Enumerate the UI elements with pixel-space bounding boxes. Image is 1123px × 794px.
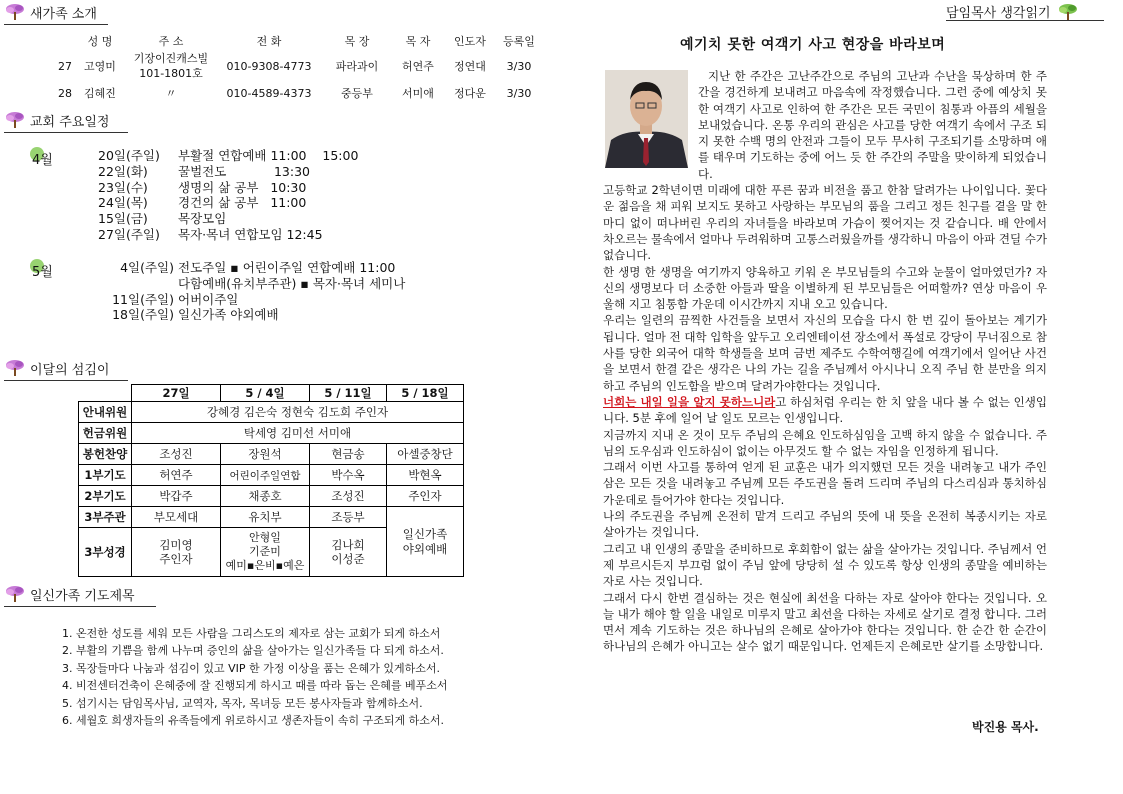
table-row: 2부기도 박갑주 채종호 조성진 주인자 <box>79 486 464 507</box>
header-underline <box>946 20 1104 21</box>
section-header-servants <box>4 358 109 378</box>
tree-icon <box>1057 3 1079 21</box>
section-title: 이달의 섬김이 <box>30 362 110 378</box>
table-row: 봉헌찬양 조성진 장원석 현금송 아셀중창단 <box>79 444 464 465</box>
list-item: 6. 세월호 희생자들의 유족들에게 위로하시고 생존자들이 속히 구조되게 하소서. <box>62 714 444 728</box>
paragraph: 지금까지 지내 온 것이 모두 주님의 은혜요 인도하심임을 고백 하지 않을 수 없습니다. 주님의 도우심과 인도하심이 없이는 아무것도 할 수 없는 자임을 인정하게 됩니다. <box>603 427 1047 458</box>
schedule-item: 11일(주일) 어버이주일 <box>112 291 239 307</box>
schedule-item: 27일(주일) 목자·목녀 연합모임 12:45 <box>98 226 323 242</box>
header-cell: 5 / 11일 <box>310 385 387 402</box>
header-cell: 인도자 <box>454 35 486 48</box>
april-schedule <box>98 148 358 243</box>
prayer-list <box>62 625 448 729</box>
header-cell: 27일 <box>132 385 221 402</box>
section-header-prayer <box>4 584 135 604</box>
pastor-photo <box>605 70 688 168</box>
paragraph: 한 생명 한 생명을 여기까지 양육하고 키워 온 부모님들의 수고와 눈물이 얼마였던가? 자신의 생명보다 더 소중한 아들과 딸을 이별하게 된 부모님들은 어떠할까? 연상 마음이 우울해 지고 침통함 가운데 이시간까지 지내 오고 있습니다. <box>603 264 1047 312</box>
section-title: 새가족 소개 <box>30 6 97 22</box>
signature: 박진용 목사. <box>972 720 1039 734</box>
list-item: 4. 비전센터건축이 은혜중에 잘 진행되게 하시고 때를 따라 돕는 은혜를 베푸소서 <box>62 679 448 693</box>
new-family-table <box>58 32 544 104</box>
table-row: 27 고영미 기장이진캐스빌 101-1801호 010-9308-4773 파라과이 허연주 정연대 3/30 <box>58 52 532 80</box>
table-row: 3부주관 부모세대 유치부 조등부 일신가족 야외예배 <box>79 507 464 528</box>
schedule-item: 20일(주일) 부활절 연합예배 11:00 15:00 <box>98 148 359 163</box>
highlighted-verse: 너희는 내일 일을 알지 못하느니라 <box>603 394 776 409</box>
header-cell: 목 장 <box>344 35 370 48</box>
header-cell: 5 / 18일 <box>387 385 464 402</box>
essay-title: 예기치 못한 여객기 사고 현장을 바라보며 <box>680 37 946 53</box>
schedule-item: 15일(금) 목장모임 <box>98 211 227 227</box>
servants-table <box>78 384 464 577</box>
table-row: 28 김혜진 〃 010-4589-4373 중등부 서미애 정다운 3/30 <box>58 86 532 100</box>
paragraph: 그래서 다시 한번 결심하는 것은 현실에 최선을 다하는 자로 살아야 한다는 것입니다. 오늘 내가 해야 할 일을 내일로 미루지 말고 최선을 다하는 자세로 살기로 결정 합니다. 그러면서 계속 기도하는 것은 하나님의 은혜로 살아가야 한다는 것입니다. 한 순간 한 순간이 하나님의 은혜가 아니고는 살수 없기 때문입니다. 언제든지 은혜로만 살기를 소망합니다. <box>603 590 1047 654</box>
month-label-april: 4월 <box>32 149 53 168</box>
header-cell: 전 화 <box>256 35 282 48</box>
tree-icon <box>4 3 26 21</box>
header-cell: 5 / 4일 <box>221 385 310 402</box>
paragraph: 고등학교 2학년이면 미래에 대한 푸른 꿈과 비전을 품고 한참 달려가는 나이입니다. 꽃다운 젊음을 채 피워 보지도 못하고 사랑하는 부모님의 품을 그리고 정든 친구를 곁을 말 한마디 없이 떠나버린 우리의 자녀들을 바라보며 가슴이 찢어지는 것 같습니다. 배 안에서 차오르는 물속에서 얼마나 두려워하며 고통스러웠을까를 생각하니 마음이 아파 견딜 수가 없습니다. <box>603 183 1047 263</box>
section-title: 교회 주요일정 <box>30 114 110 130</box>
schedule-item: 다함예배(유치부주관) ▪ 목자·목녀 세미나 <box>178 275 406 291</box>
paragraph: 지난 한 주간은 고난주간으로 주님의 고난과 수난을 묵상하며 한 주간을 경건하게 보내려고 마음속에 작정했습니다. 그런 중에 예상치 못한 여객기 사고로 인하여 한 주간은 모든 국민이 침통과 아픔의 세월을 보내었습니다. 온통 우리의 관심은 사고를 당한 여객기 속에서 구조 되지 못한 수백 명의 안전과 그들이 모두 무사히 구조되기를 소망하며 애를 태우며 기도하는 중에 어느 듯 한 주간의 주말을 맞이하게 되었습니다. <box>698 69 1047 181</box>
schedule-item: 23일(수) 생명의 삶 공부 10:30 <box>98 179 307 195</box>
table-row: 안내위원 강혜경 김은숙 정현숙 김도희 주인자 <box>79 402 464 423</box>
schedule-item: 24일(목) 경건의 삶 공부 11:00 <box>98 195 307 211</box>
paragraph: 그리고 내 인생의 종말을 준비하므로 후회함이 없는 삶을 살아가는 것입니다. 주님께서 언제 부르시든지 부끄럼 없이 주님 앞에 당당히 설 수 있도록 항상 인생의 종말을 예비하는 자로 사는 것입니다. <box>603 541 1047 589</box>
essay-body <box>603 68 1047 655</box>
schedule-item: 22일(화) 꿀벌전도 13:30 <box>98 163 311 179</box>
paragraph: 나의 주도권을 주님께 온전히 맡겨 드리고 주님의 뜻에 내 뜻을 온전히 복종시키는 자로 살아가는 것입니다. <box>603 509 1047 540</box>
schedule-item: 4일(주일) 전도주일 ▪ 어린이주일 연합예배 11:00 <box>120 260 396 275</box>
list-item: 2. 부활의 기쁨을 함께 나누며 증인의 삶을 살아가는 일신가족들 다 되게 하소서. <box>62 644 444 658</box>
table-row: 1부기도 허연주 어린이주일연합 박수옥 박현옥 <box>79 465 464 486</box>
list-item: 1. 온전한 성도를 세워 모든 사람을 그리스도의 제자로 삼는 교회가 되게 하소서 <box>62 627 441 640</box>
table-header-row <box>79 385 464 402</box>
table-row: 헌금위원 탁세영 김미선 서미애 <box>79 423 464 444</box>
tree-icon <box>4 111 26 129</box>
header-cell: 등록일 <box>503 35 535 48</box>
tree-icon <box>4 585 26 603</box>
month-label-may: 5월 <box>32 261 53 280</box>
paragraph: 그래서 이번 사고를 통하여 얻게 된 교훈은 내가 의지했던 모든 것을 내려놓고 내가 주인 삼은 모든 것을 내려놓고 주님께 모든 주도권을 돌려 드리며 주님의 다스리심과 통치하심 가운데로 들어가야 한다는 것입니다. <box>603 460 1047 507</box>
header-cell: 성 명 <box>87 35 113 48</box>
tree-icon <box>4 359 26 377</box>
section-title: 일신가족 기도제목 <box>30 588 135 604</box>
section-header-new-family <box>4 2 97 22</box>
portrait-image <box>605 70 688 168</box>
paragraph: 우리는 일련의 끔찍한 사건들을 보면서 자신의 모습을 다시 한 번 깊이 돌아보는 계기가 됩니다. 얼마 전 대학 입학을 앞두고 오리엔테이션 장소에서 폭설로 강당이 무너짐으로 참사를 당한 외국어 대학 학생들을 보며 금번 제주도 수학여행길에 여객기에서 일어난 사건을 보면서 한결 같은 생각은 나의 가는 길을 주님께서 아시나니 오직 주님 한 분만을 의지하고 주님의 인도함을 받으며 달려가야한다는 것입니다. <box>603 313 1047 393</box>
section-header-schedule <box>4 110 109 130</box>
table-row: 3부성경 김미영 주인자 안형일 기준미 예미▪은비▪예은 김나희 이성준 <box>79 528 464 577</box>
list-item: 5. 섬기시는 담임목사님, 교역자, 목자, 목녀등 모든 봉사자들과 함께하소서. <box>62 696 423 710</box>
schedule-item: 18일(주일) 일신가족 야외예배 <box>112 307 279 323</box>
header-cell: 주 소 <box>158 35 184 48</box>
paragraph: 너희는 내일 일을 알지 못하느니라고 하심처럼 우리는 한 치 앞을 내다 볼 수 없는 인생입니다. 5분 후에 일어 날 일도 모르는 인생입니다. <box>603 394 1048 426</box>
list-item: 3. 목장들마다 나눔과 섬김이 있고 VIP 한 가정 이상을 품는 은혜가 있게하소서. <box>62 661 441 675</box>
header-cell: 목 자 <box>405 35 431 48</box>
pastor-column-header: 담임목사 생각읽기 <box>946 2 1079 21</box>
may-schedule <box>98 260 405 323</box>
